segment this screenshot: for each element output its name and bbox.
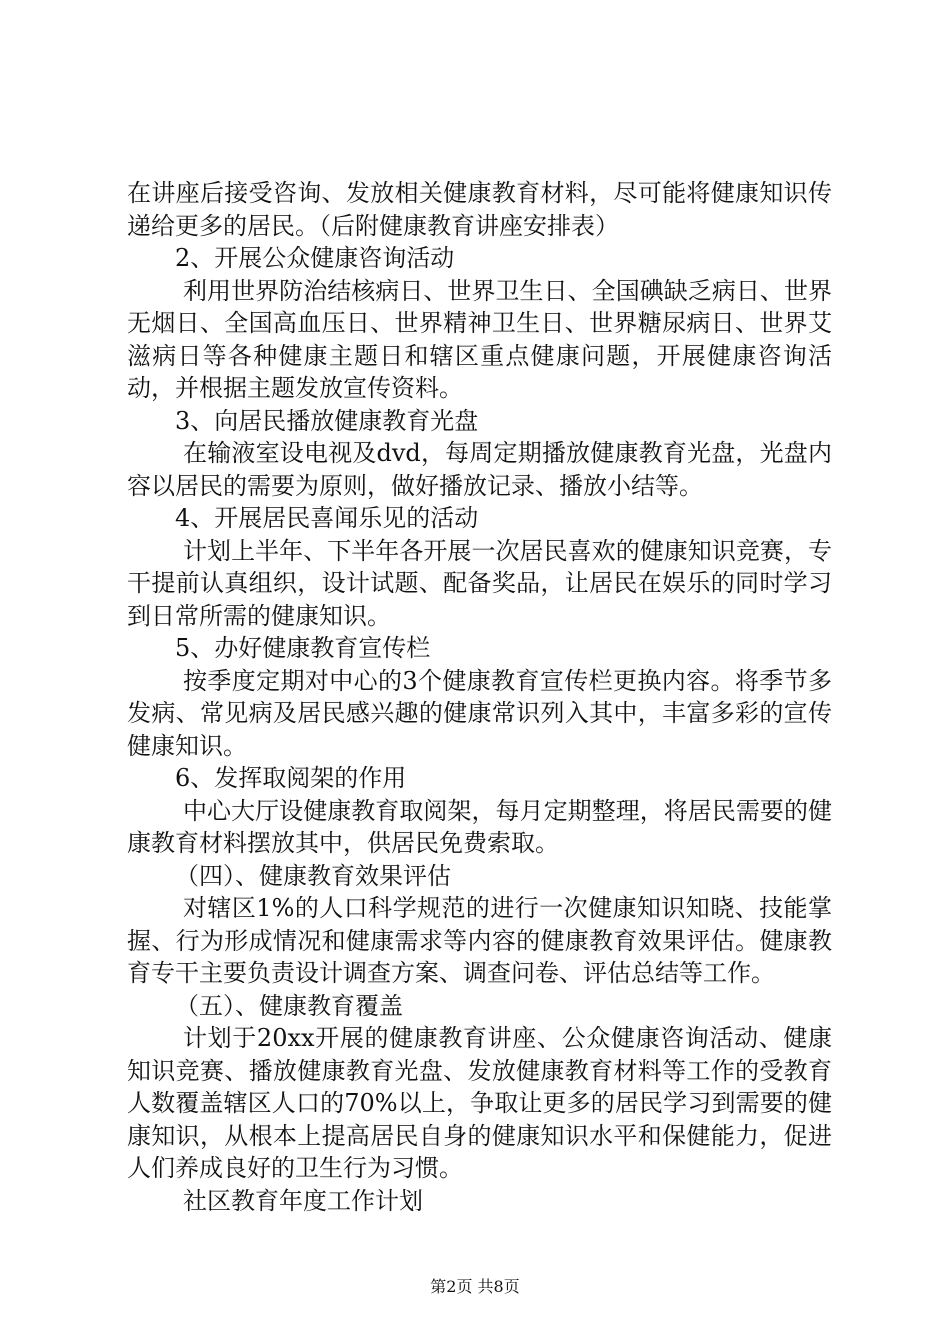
section-heading: （四）、健康教育效果评估 (175, 861, 451, 890)
section-heading: 6、发挥取阅架的作用 (175, 764, 407, 792)
paragraph: 按季度定期对中心的3个健康教育宣传栏更换内容。将季节多发病、常见病及居民感兴趣的健康常识列入其中，丰富多彩的宣传健康知识。 (127, 666, 832, 760)
paragraph: 利用世界防治结核病日、世界卫生日、全国碘缺乏病日、世界无烟日、全国高血压日、世界精神卫生日、世界糖尿病日、世界艾滋病日等各种健康主题日和辖区重点健康问题，开展健康咨询活动，并根据主题发放宣传资料。 (127, 276, 832, 402)
section-heading: 5、办好健康教育宣传栏 (175, 634, 431, 662)
page-footer (0, 1277, 950, 1297)
paragraph: 中心大厅设健康教育取阅架，每月定期整理，将居民需要的健康教育材料摆放其中，供居民免费索取。 (127, 796, 832, 857)
paragraph: 计划上半年、下半年各开展一次居民喜欢的健康知识竞赛，专干提前认真组织，设计试题、配备奖品，让居民在娱乐的同时学习到日常所需的健康知识。 (127, 536, 832, 630)
section-heading: （五）、健康教育覆盖 (175, 991, 403, 1020)
page-number-label: 第2页 共8页 (430, 1277, 520, 1296)
paragraph-continuation: 在讲座后接受咨询、发放相关健康教育材料，尽可能将健康知识传递给更多的居民。（后附健康教育讲座安排表） (127, 179, 832, 240)
paragraph: 对辖区1%的人口科学规范的进行一次健康知识知晓、技能掌握、行为形成情况和健康需求等内容的健康教育效果评估。健康教育专干主要负责设计调查方案、调查问卷、评估总结等工作。 (127, 894, 832, 987)
paragraph: 在输液室设电视及dvd，每周定期播放健康教育光盘，光盘内容以居民的需要为原则，做好播放记录、播放小结等。 (127, 439, 832, 500)
section-heading: 2、开展公众健康咨询活动 (175, 244, 455, 272)
section-heading: 4、开展居民喜闻乐见的活动 (175, 504, 479, 532)
paragraph: 计划于20xx开展的健康教育讲座、公众健康咨询活动、健康知识竞赛、播放健康教育光盘、发放健康教育材料等工作的受教育人数覆盖辖区人口的70%以上，争取让更多的居民学习到需要的健康知识，从根本上提高居民自身的健康知识水平和保健能力，促进人们养成良好的卫生行为习惯。 (127, 1024, 832, 1182)
section-heading: 3、向居民播放健康教育光盘 (175, 406, 479, 435)
document-body (127, 177, 832, 1217)
paragraph-title: 社区教育年度工作计划 (183, 1186, 423, 1215)
